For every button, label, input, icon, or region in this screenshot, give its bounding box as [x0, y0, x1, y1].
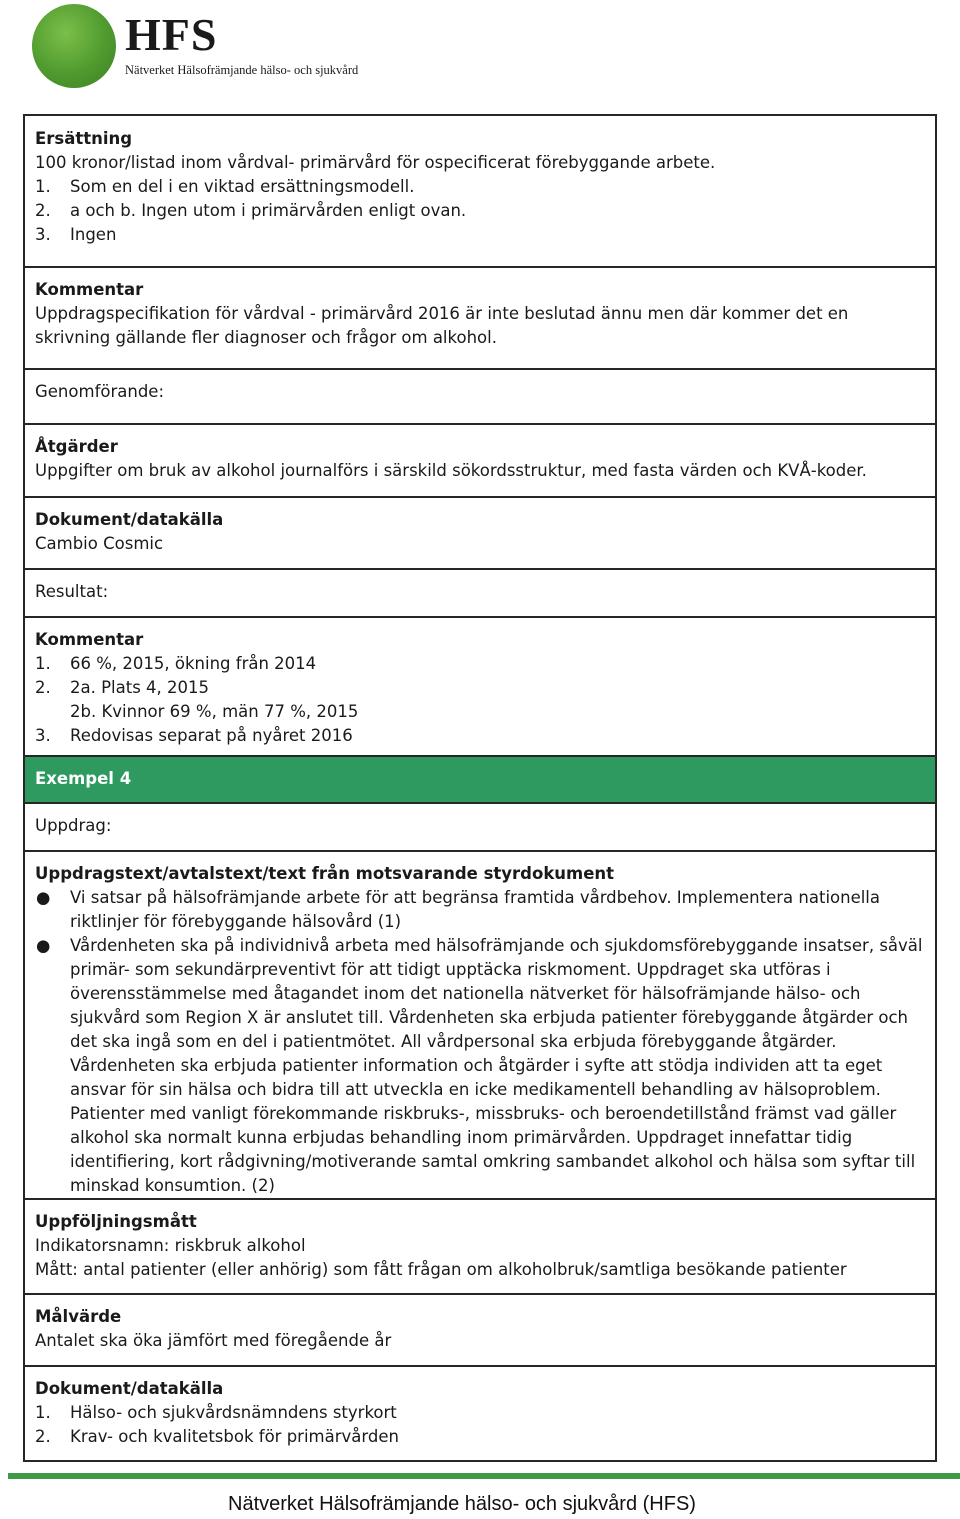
- dokument-cell: [24, 497, 936, 569]
- dokument-text: Cambio Cosmic: [35, 534, 164, 553]
- exempel-table: [23, 755, 937, 1462]
- dokument2-list: [35, 1401, 925, 1449]
- list-item: 2. 2a. Plats 4, 2015: [35, 678, 210, 697]
- bullet-icon: ●: [36, 888, 51, 907]
- list-item: 1. 66 %, 2015, ökning från 2014: [35, 654, 317, 673]
- uppfoljning-line2: Mått: antal patienter (eller anhörig) som fått frågan om alkoholbruk/samtliga besökande patienter: [35, 1260, 847, 1279]
- footer-divider: [8, 1473, 960, 1479]
- dokument-label: Dokument/datakälla: [35, 510, 224, 529]
- kommentar-label: Kommentar: [35, 280, 144, 299]
- kommentar2-cell: [24, 617, 936, 760]
- genomforande-heading: Genomförande:: [35, 382, 165, 401]
- malvarde-text: Antalet ska öka jämfört med föregående år: [35, 1331, 392, 1350]
- ersattning-list: [35, 175, 925, 247]
- list-item: 1. Hälso- och sjukvårdsnämndens styrkort: [35, 1403, 397, 1422]
- uppfoljning-line1: Indikatorsnamn: riskbruk alkohol: [35, 1236, 306, 1255]
- list-item: 2b. Kvinnor 69 %, män 77 %, 2015: [70, 702, 359, 721]
- atgarder-text: Uppgifter om bruk av alkohol journalförs i särskild sökordsstruktur, med fasta värden och KVÅ-koder.: [35, 461, 867, 480]
- dokument2-cell: [24, 1366, 936, 1461]
- uppdrag-cell: [24, 803, 936, 851]
- atgarder-cell: [24, 424, 936, 497]
- resultat-cell: [24, 569, 936, 617]
- bullet-icon: ●: [36, 936, 51, 955]
- kommentar-cell: [24, 267, 936, 369]
- exempel-title: Exempel 4: [35, 769, 132, 788]
- list-item: 3. Ingen: [35, 225, 117, 244]
- malvarde-label: Målvärde: [35, 1307, 122, 1326]
- logo-subtitle: Nätverket Hälsofrämjande hälso- och sjukvård: [125, 63, 359, 77]
- dokument2-label: Dokument/datakälla: [35, 1379, 224, 1398]
- logo-circle-icon: [32, 4, 116, 88]
- atgarder-label: Åtgärder: [35, 437, 118, 456]
- kommentar2-list: [35, 652, 925, 748]
- list-item: ● Vi satsar på hälsofrämjande arbete för att begränsa framtida vårdbehov. Implementera nationella riktlinjer för förebyggande hälsovård (1): [36, 888, 881, 931]
- uppfoljning-label: Uppföljningsmått: [35, 1212, 197, 1231]
- uppdrag-heading: Uppdrag:: [35, 816, 112, 835]
- ersattning-cell: [24, 115, 936, 267]
- list-item: 2. a och b. Ingen utom i primärvården enligt ovan.: [35, 201, 467, 220]
- kommentar2-label: Kommentar: [35, 630, 144, 649]
- list-item: 2. Krav- och kvalitetsbok för primärvården: [35, 1427, 399, 1446]
- list-item: ● Vårdenheten ska på individnivå arbeta med hälsofrämjande och sjukdomsförebyggande insatser, såväl primär- som sekundärpreventivt för att tidigt upptäcka riskmoment. Uppdraget ska utföras i överensstämmelse med åtagandet inom det nationella nätverket för hälsofrämjande hälso- och sjukvård som Region X är anslutet till. Vårdenheten ska erbjuda patienter förebyggande åtgärder och det ska ingå som en del i patientmötet. All vårdpersonal ska erbjuda förebyggande åtgärder. Vårdenheten ska erbjuda patienter information och åtgärder i syfte att stödja individen att ta eget ansvar för sin hälsa och bidra till att utveckla en icke medikamentell behandling av hälsoproblem. Patienter med vanligt förekommande riskbruks-, missbruks- och beroendetillstånd främst vad gäller alkohol ska normalt kunna erbjudas behandling inom primärvården. Uppdraget innefattar tidig identifiering, kort rådgivning/motiverande samtal omkring sambandet alkohol och hälsa som syftar till minskad konsumtion. (2): [36, 936, 923, 1195]
- list-item: 1. Som en del i en viktad ersättningsmodell.: [35, 177, 415, 196]
- exempel-title-cell: [24, 756, 936, 803]
- uppdragstext-label: Uppdragstext/avtalstext/text från motsvarande styrdokument: [35, 864, 615, 883]
- hfs-logo: [30, 2, 375, 86]
- logo-text: HFS: [125, 9, 218, 60]
- resultat-heading: Resultat:: [35, 582, 109, 601]
- ersattning-intro: 100 kronor/listad inom vårdval- primärvård för ospecificerat förebyggande arbete.: [35, 153, 716, 172]
- uppfoljning-cell: [24, 1199, 936, 1294]
- uppdragstext-cell: [24, 851, 936, 1199]
- results-table: [23, 114, 937, 761]
- malvarde-cell: [24, 1294, 936, 1366]
- ersattning-label: Ersättning: [35, 129, 133, 148]
- list-item: 3. Redovisas separat på nyåret 2016: [35, 726, 353, 745]
- genomforande-cell: [24, 369, 936, 424]
- kommentar-text: Uppdragspecifikation för vårdval - primärvård 2016 är inte beslutad ännu men där kommer det en skrivning gällande fler diagnoser och frågor om alkohol.: [35, 304, 849, 347]
- uppdragstext-bullets: [35, 886, 925, 1198]
- footer-text: Nätverket Hälsofrämjande hälso- och sjukvård (HFS): [228, 1493, 696, 1515]
